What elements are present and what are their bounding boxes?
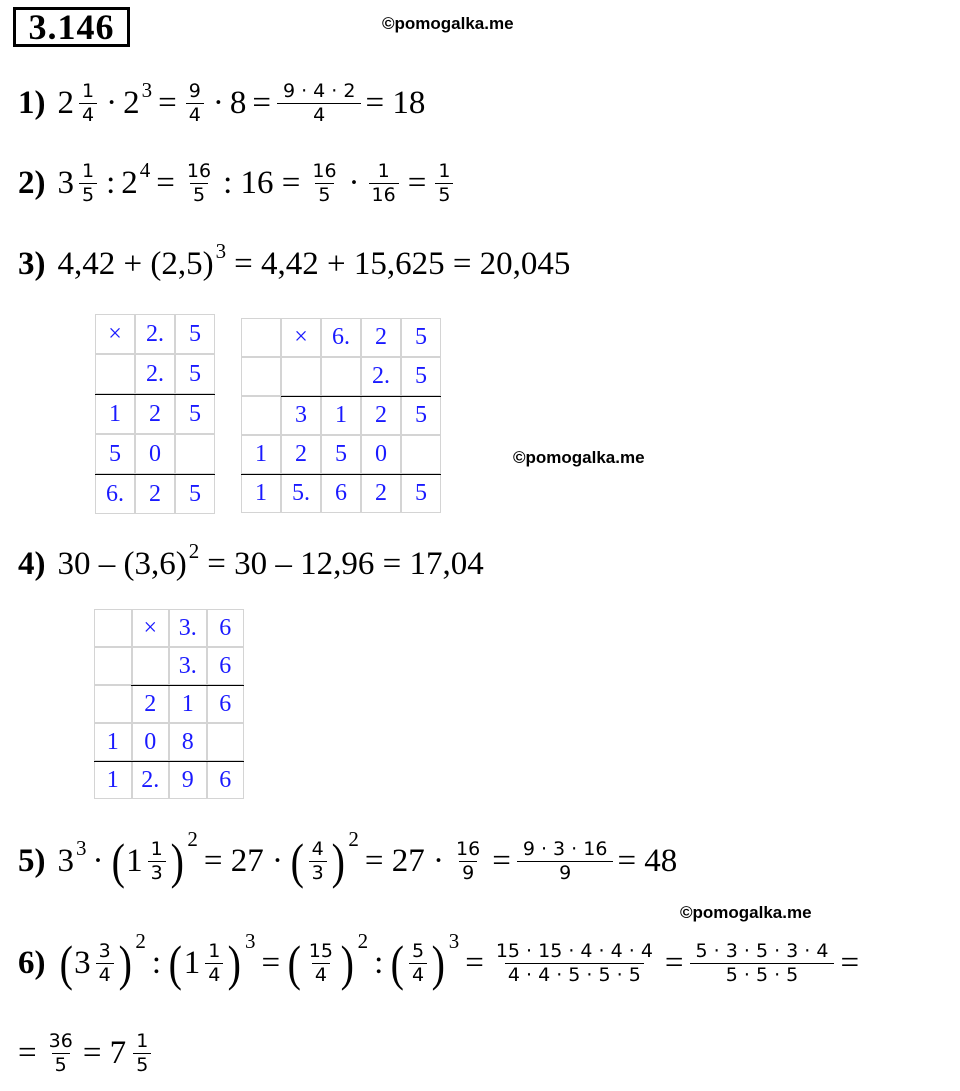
grid-cell: 0 [361, 435, 401, 474]
grid-cell: 6. [95, 474, 135, 514]
problem-number: 3.146 [13, 7, 130, 47]
parenthesized-group: ( 1 1 4 ) [168, 935, 242, 991]
divider-line [94, 761, 244, 762]
equals: = [492, 842, 511, 879]
item-number: 6) [18, 944, 46, 981]
grid-cell: 5 [401, 474, 441, 513]
grid-cell: 2. [135, 354, 175, 394]
item-number: 2) [18, 165, 46, 201]
divider-line [95, 474, 215, 475]
operator: · [92, 842, 104, 879]
exponent: 3 [448, 928, 460, 953]
base: 2 [123, 85, 140, 121]
exponent: 2 [357, 928, 369, 953]
result: = 30 – 12,96 = 17,04 [207, 546, 484, 582]
grid-cell [95, 354, 135, 394]
fraction: $\frac{5 \cdot 3 \cdot 5 \cdot 3 \cdot 4}{5 \cdot 5 \cdot 5}$ [693, 940, 832, 987]
exponent: 2 [348, 826, 359, 851]
parenthesized-group: ( 5 4 ) [390, 935, 446, 991]
exponent: 3 [244, 928, 256, 953]
grid-cell: 3 [281, 396, 321, 435]
grid-cell [94, 647, 132, 685]
operator: · [348, 165, 360, 201]
grid-cell: 6 [207, 761, 245, 799]
solution-line-4 [18, 539, 484, 583]
grid-cell [94, 685, 132, 723]
item-number: 5) [18, 842, 46, 879]
parenthesized-group: ( 15 4 ) [287, 935, 354, 991]
fraction: $\frac{16}{5}$ [312, 160, 337, 206]
grid-cell: 1 [169, 685, 207, 723]
multiplication-grid-3 [94, 609, 244, 799]
grid-cell: 2 [132, 685, 170, 723]
mixed-whole: 3 [57, 165, 74, 201]
operator: · [212, 85, 224, 121]
grid-cell: 5 [95, 434, 135, 474]
fraction: $\frac{9 \cdot 3 \cdot 16}{9}$ [520, 838, 611, 885]
fraction: $\frac{15 \cdot 15 \cdot 4 \cdot 4 \cdot 4}{4 \cdot 4 \cdot 5 \cdot 5 \cdot 5}$ [495, 939, 653, 986]
grid-cell: 9 [169, 761, 207, 799]
grid-cell: 5. [281, 474, 321, 513]
equals: = [407, 165, 427, 201]
solution-line-5 [18, 826, 678, 889]
grid-cell: 1 [241, 435, 281, 474]
grid-cell: 6 [207, 685, 245, 723]
grid-cell: 5 [175, 394, 215, 434]
divider-line [131, 685, 244, 686]
grid-cell: 6 [321, 474, 361, 513]
grid-cell: 1 [95, 394, 135, 434]
grid-cell: 2. [361, 357, 401, 396]
exponent: 3 [215, 239, 227, 263]
divider-line [241, 474, 441, 475]
base: 3 [57, 842, 74, 879]
expression: 4,42 + (2,5) [57, 246, 214, 282]
grid-cell: 2. [135, 314, 175, 354]
grid-cell: 6 [207, 609, 245, 647]
equals: = [261, 944, 281, 981]
fraction: 1 4 [79, 80, 97, 127]
grid-cell: 1 [321, 396, 361, 435]
equals: = [465, 944, 484, 981]
fraction: 1 5 [133, 1030, 151, 1077]
grid-cell [132, 647, 170, 685]
grid-cell [241, 396, 281, 435]
grid-cell: 5 [321, 435, 361, 474]
solution-line-1 [18, 80, 425, 127]
fraction: $\frac{1}{16}$ [369, 160, 399, 207]
item-number: 3) [18, 246, 46, 282]
solution-line-7 [18, 1030, 154, 1077]
grid-cell: 3. [169, 647, 207, 685]
equals: = [18, 1035, 37, 1071]
fraction: $\frac{36}{5}$ [48, 1030, 73, 1076]
exponent: 3 [141, 78, 153, 102]
grid-cell: 5 [401, 318, 441, 357]
value: 8 [229, 85, 247, 121]
result: = 48 [617, 842, 678, 879]
grid-cell: 5 [175, 474, 215, 514]
grid-cell [207, 723, 245, 761]
exponent: 3 [76, 835, 87, 860]
fraction: $\frac{16}{9}$ [456, 837, 481, 884]
grid-cell: 2 [361, 474, 401, 513]
multiplication-grid-2 [241, 318, 441, 513]
grid-cell: 5 [401, 396, 441, 435]
base: 2 [121, 165, 138, 201]
equals: = [840, 944, 860, 981]
result: = 4,42 + 15,625 = 20,045 [234, 246, 571, 282]
grid-cell: 1 [241, 474, 281, 513]
operator: : [151, 944, 162, 981]
equals: = [664, 944, 684, 981]
result: = 18 [365, 85, 426, 121]
fraction: 1 5 [79, 160, 97, 207]
grid-cell: × [95, 314, 135, 354]
grid-cell [281, 357, 321, 396]
equals: = [252, 85, 271, 121]
grid-cell: 8 [169, 723, 207, 761]
fraction: $\frac{1}{5}$ [435, 160, 453, 207]
grid-cell: 1 [94, 723, 132, 761]
grid-cell: 6 [207, 647, 245, 685]
divider-line [281, 396, 441, 397]
grid-cell: 3. [169, 609, 207, 647]
fraction: $\frac{9 \cdot 4 \cdot 2}{4}$ [280, 80, 359, 127]
operator: · [106, 85, 118, 121]
item-number: 4) [18, 546, 46, 582]
result-whole: = 7 [82, 1035, 127, 1071]
fraction: $\frac{16}{5}$ [186, 160, 212, 206]
item-number: 1) [18, 85, 46, 121]
expression: 30 – (3,6) [57, 546, 187, 582]
watermark: ©pomogalka.me [680, 903, 812, 922]
grid-cell: 1 [94, 761, 132, 799]
operator: : 16 = [223, 165, 301, 201]
solution-line-3 [18, 239, 571, 283]
grid-cell [321, 357, 361, 396]
watermark: ©pomogalka.me [382, 14, 514, 33]
grid-cell: 2 [135, 474, 175, 514]
grid-cell: × [132, 609, 170, 647]
grid-cell: 5 [175, 354, 215, 394]
grid-cell: 5 [401, 357, 441, 396]
grid-cell [241, 357, 281, 396]
grid-cell [175, 434, 215, 474]
grid-cell [94, 609, 132, 647]
grid-cell: 0 [135, 434, 175, 474]
grid-cell: 2 [361, 318, 401, 357]
parenthesized-group: ( 1 1 3 ) [111, 833, 184, 889]
solution-line-2 [18, 160, 456, 207]
solution-line-6 [18, 928, 865, 991]
grid-cell: 2 [281, 435, 321, 474]
equals: = [156, 165, 175, 201]
divider-line [95, 394, 215, 395]
grid-cell: 5 [175, 314, 215, 354]
grid-cell: 0 [132, 723, 170, 761]
operator: : [106, 165, 116, 201]
grid-cell: 6. [321, 318, 361, 357]
operator: : [374, 944, 384, 981]
exponent: 2 [188, 539, 200, 563]
fraction: $\frac{9}{4}$ [186, 80, 204, 127]
exponent: 2 [187, 826, 198, 851]
grid-cell: × [281, 318, 321, 357]
grid-cell: 2 [135, 394, 175, 434]
grid-cell [401, 435, 441, 474]
exponent: 2 [135, 928, 146, 953]
watermark: ©pomogalka.me [513, 448, 645, 467]
equals: = [158, 85, 177, 121]
parenthesized-group: ( 4 3 ) [290, 833, 345, 889]
grid-cell [241, 318, 281, 357]
multiplication-grid-1 [95, 314, 215, 514]
operator: = 27 · [203, 842, 284, 879]
operator: = 27 · [364, 842, 445, 879]
parenthesized-group: ( 3 3 4 ) [59, 935, 132, 991]
mixed-whole: 2 [57, 85, 74, 121]
grid-cell: 2 [361, 396, 401, 435]
grid-cell: 2. [132, 761, 170, 799]
exponent: 4 [139, 158, 151, 182]
